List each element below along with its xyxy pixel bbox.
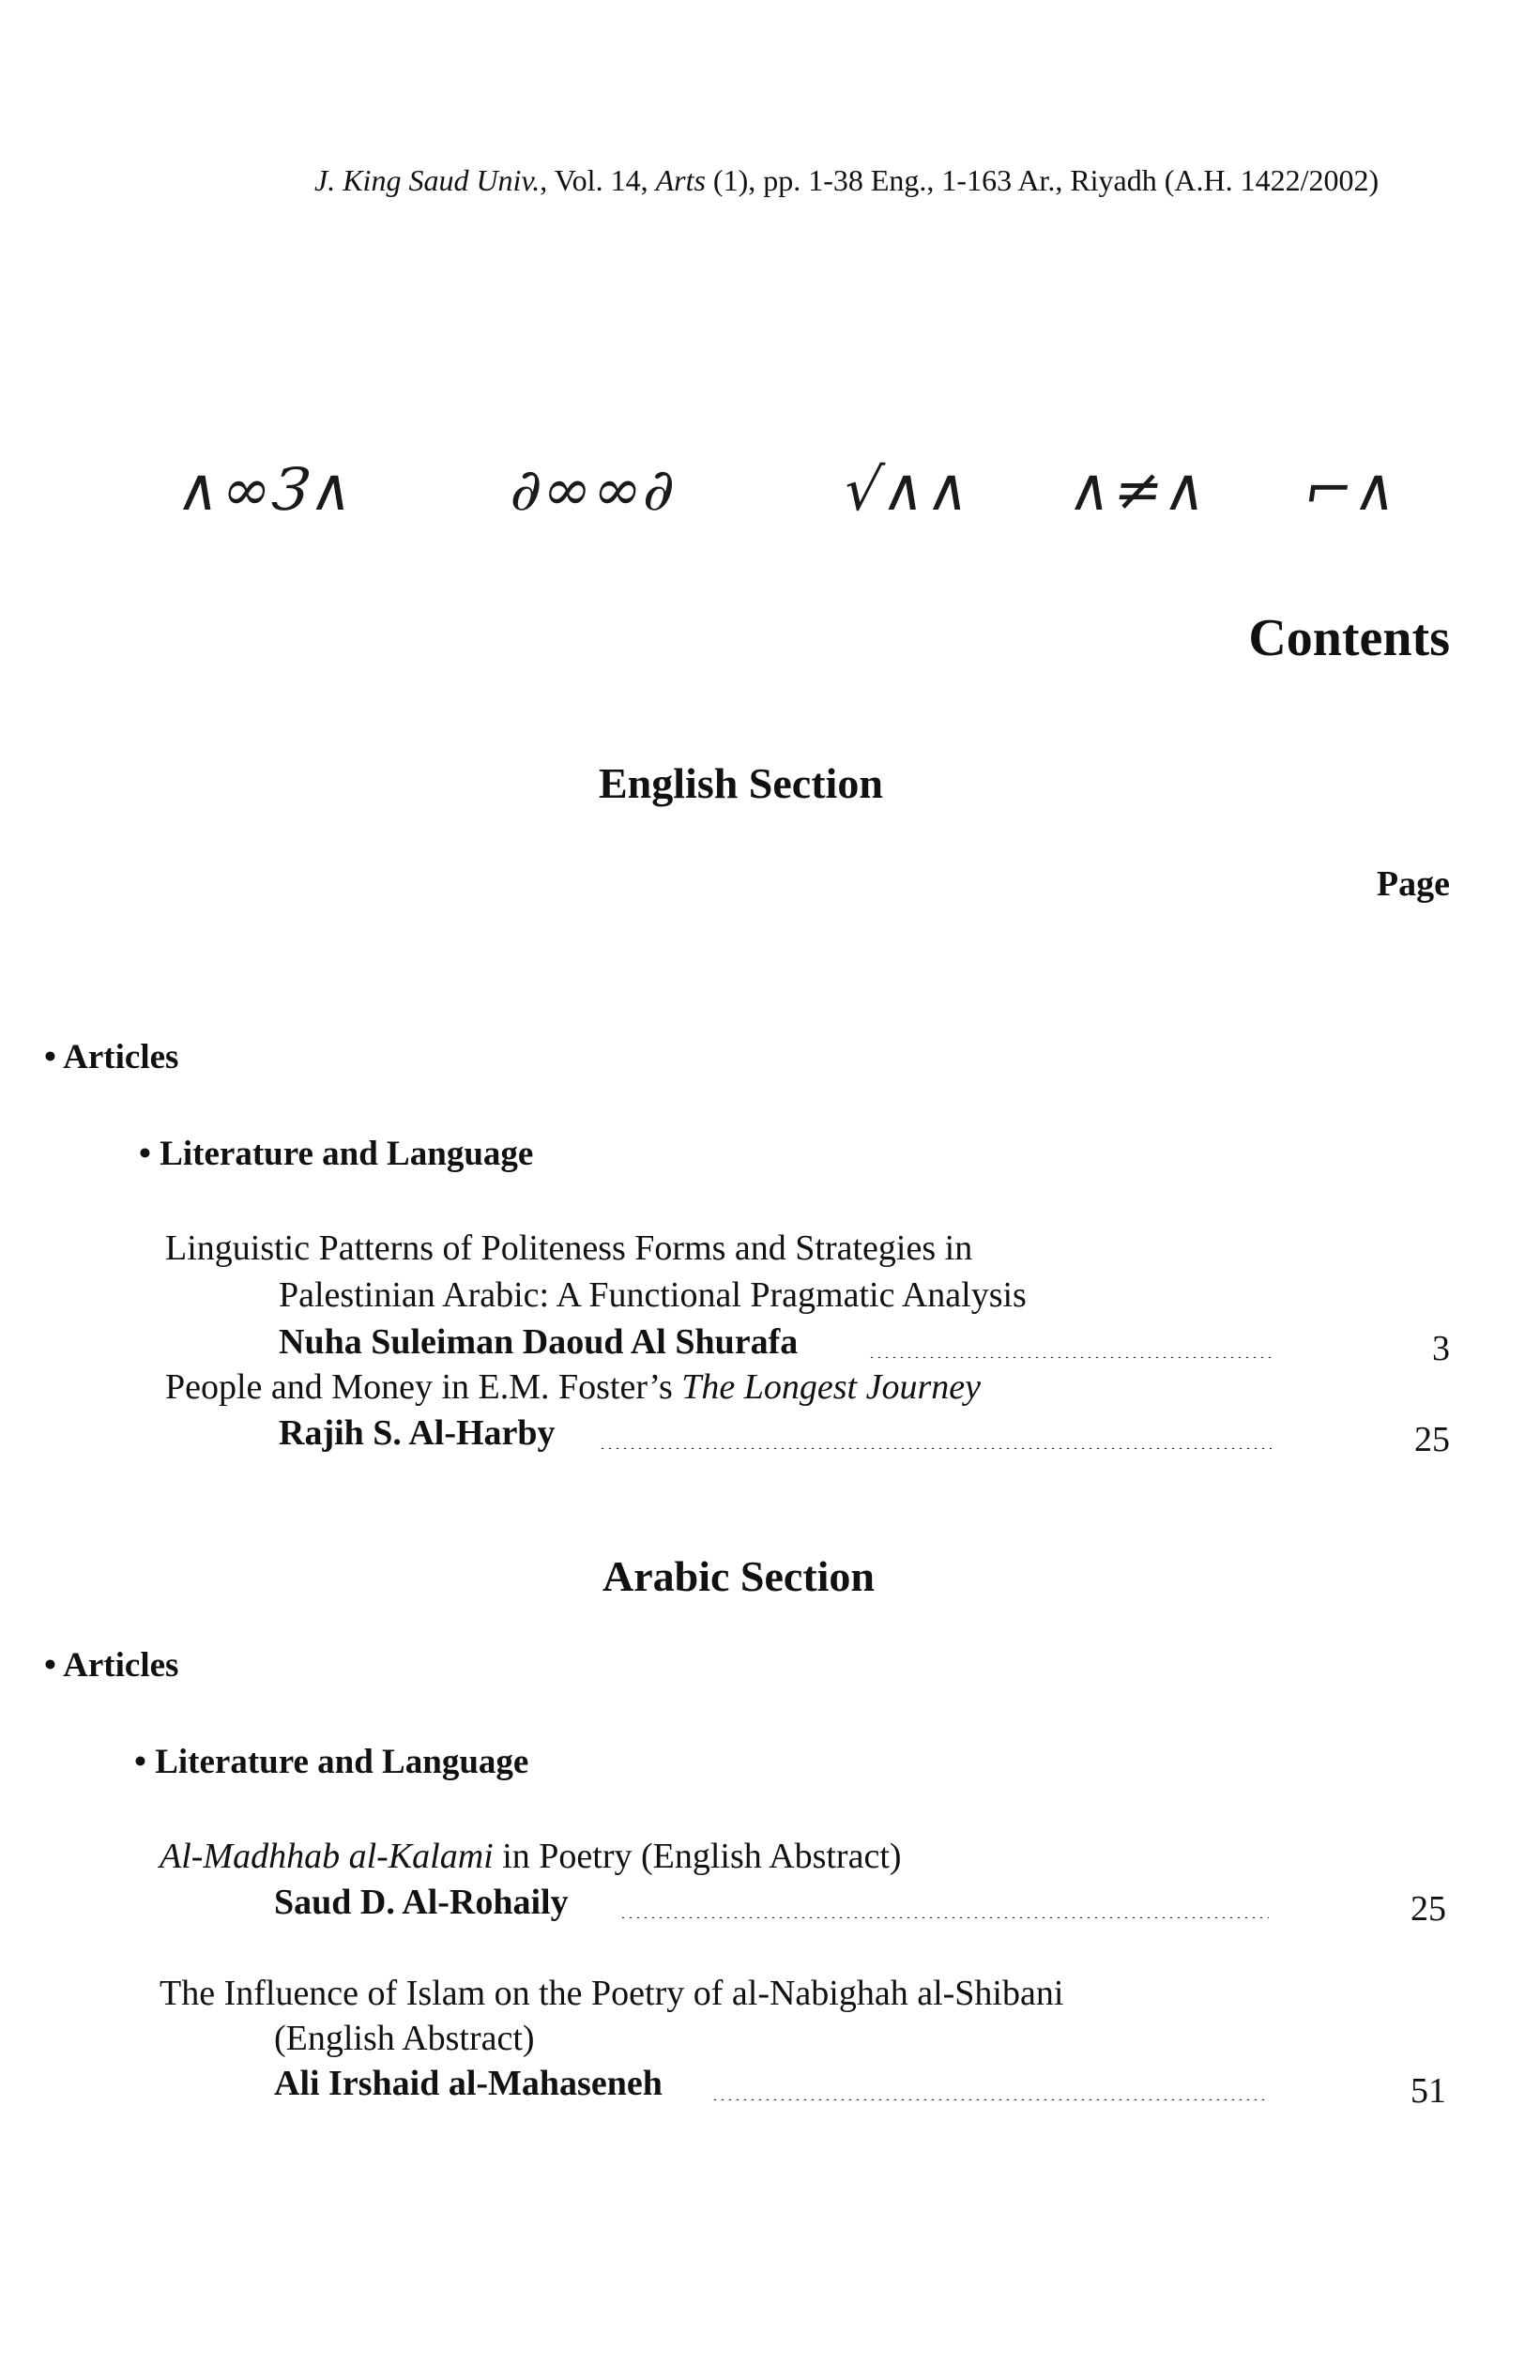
arabic-entry-2-author: Ali Irshaid al-Mahaseneh (274, 2064, 663, 2103)
english-entry-2-title (165, 1366, 981, 1408)
english-entry-1-title-line2: Palestinian Arabic: A Functional Pragmatic Analysis (279, 1275, 1027, 1315)
journal-name: J. King Saud Univ. (314, 163, 541, 197)
arabic-articles-heading: • Articles (44, 1646, 179, 1685)
handwritten-note-3: √∧∧ (839, 455, 978, 524)
english-entry-1-author: Nuha Suleiman Daoud Al Shurafa (279, 1322, 799, 1362)
arabic-entry-1-title (160, 1836, 902, 1877)
journal-citation (314, 163, 1379, 198)
handwritten-note-2: ∂∞∞∂ (506, 455, 681, 524)
english-entry-1-page: 3 (1432, 1329, 1450, 1368)
leader-dots (868, 1356, 1272, 1358)
handwritten-note-4: ∧≠∧ (1064, 455, 1214, 524)
english-articles-heading: • Articles (44, 1038, 179, 1076)
contents-title: Contents (1248, 609, 1450, 667)
english-entry-2-title-italic: The Longest Journey (681, 1367, 981, 1407)
arabic-entry-1-page: 25 (1410, 1889, 1446, 1929)
english-entry-2-title-prefix: People and Money in E.M. Foster’s (165, 1367, 682, 1407)
english-entry-2-author: Rajih S. Al-Harby (279, 1413, 556, 1453)
arabic-category-heading: • Literature and Language (134, 1743, 529, 1781)
arabic-entry-1-title-italic: Al-Madhhab al-Kalami (160, 1837, 494, 1876)
arabic-section-title: Arabic Section (602, 1552, 876, 1600)
handwritten-note-5: ⌐∧ (1299, 455, 1405, 524)
arabic-entry-1-author: Saud D. Al-Rohaily (274, 1883, 569, 1922)
citation-volume: , Vol. 14, (540, 163, 656, 197)
english-entry-1-title-line1: Linguistic Patterns of Politeness Forms and Strategies in (165, 1228, 973, 1268)
english-entry-2-page: 25 (1414, 1420, 1450, 1459)
leader-dots (599, 1447, 1272, 1449)
arabic-entry-2-title-line2: (English Abstract) (274, 2019, 535, 2058)
arabic-entry-2-page: 51 (1410, 2071, 1446, 2111)
english-section-title: English Section (599, 759, 883, 807)
leader-dots (711, 2098, 1265, 2100)
english-category-heading: • Literature and Language (139, 1135, 534, 1173)
citation-details: (1), pp. 1-38 Eng., 1-163 Ar., Riyadh (A.H. 1422/2002) (705, 163, 1380, 197)
citation-arts: Arts (655, 163, 706, 197)
leader-dots (619, 1916, 1269, 1918)
handwritten-note-1: ∧∞З∧ (173, 455, 361, 524)
arabic-entry-1-title-suffix: in Poetry (English Abstract) (493, 1837, 902, 1876)
arabic-entry-2-title-line1: The Influence of Islam on the Poetry of al-Nabighah al-Shibani (160, 1974, 1064, 2013)
page-column-label: Page (1376, 864, 1450, 904)
